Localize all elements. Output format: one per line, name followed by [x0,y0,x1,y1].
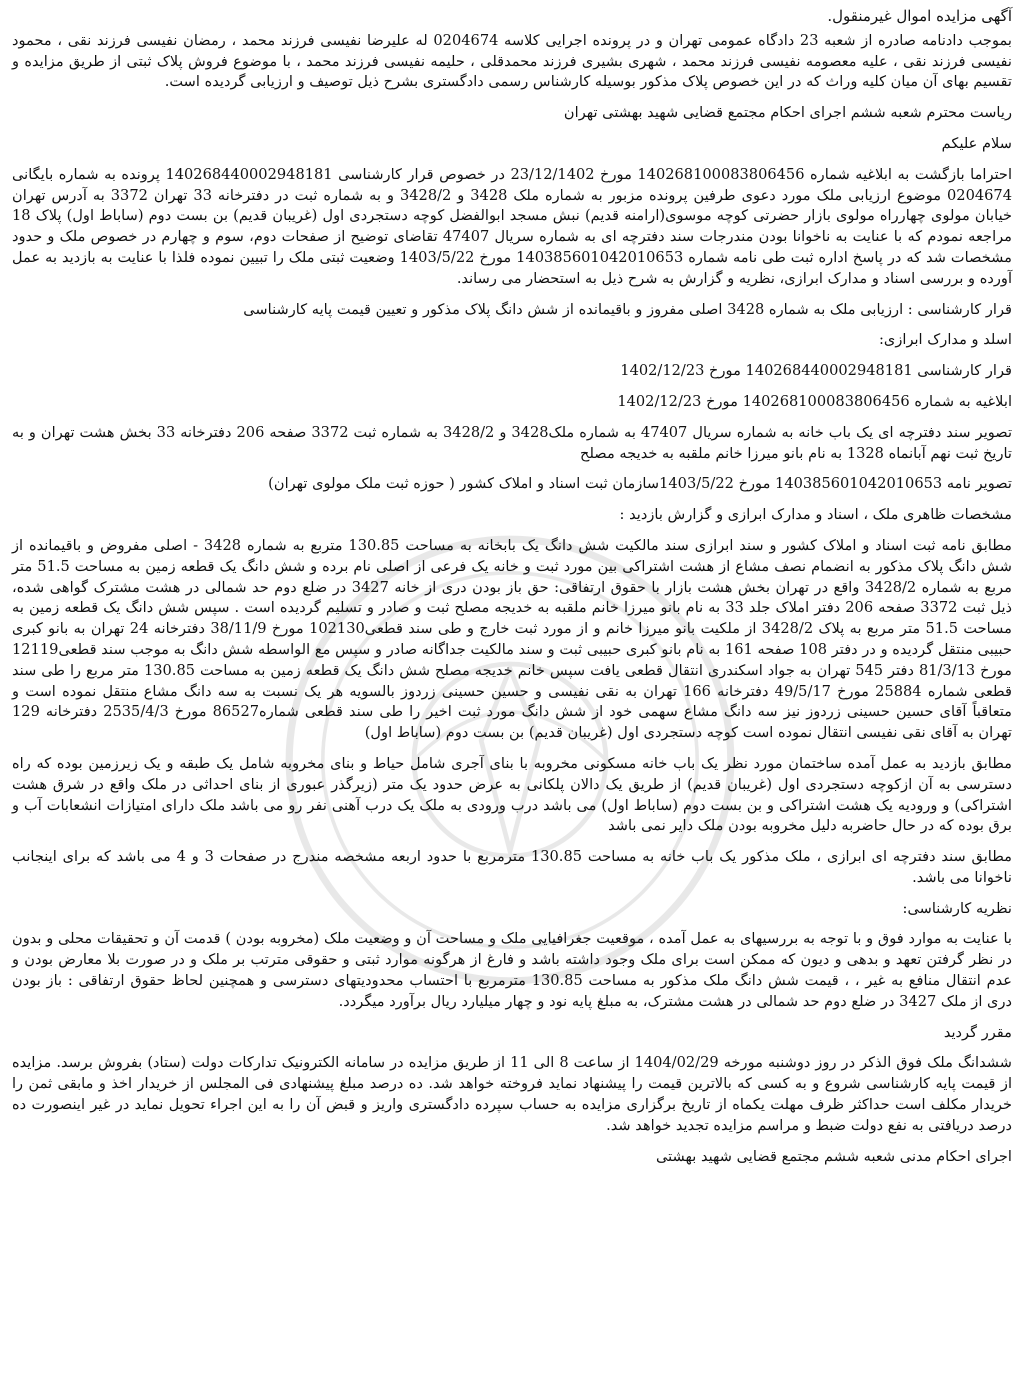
decision-heading: مقرر گردید [943,1023,1012,1041]
specs-paragraph-2: مطابق بازدید به عمل آمده ساختمان مورد نظر یک باب خانه مسکونی مخروبه با بنای آجری شامل حیاط و بنای مخروبه شامل یک طبقه و یک زیرزمین بوده که راه دسترسی به آن ازکوچه دستجردی اول (غریبان قدیم) از طریق یک دالان پلکانی به عرض حدود یک متر (زیرگذر عبوری از بنای احداثی در ملک واقع در شرق هشت اشتراکی) و ورودیه یک هشت اشتراکی و بن بست دوم (ساباط اول) می باشد درب ورودی به ملک یک درب آهنی نفر رو می باشد ملک دارای امتیازات انشعابات آب و برق بوده که در حال حاضربه دلیل مخروبه بودن ملک دایر نمی باشد [12,754,1012,835]
document-item-3: تصویر سند دفترچه ای یک باب خانه به شماره سریال 47407 به شماره ملک3428 و 3428/2 به شماره ثبت 3372 صفحه 206 دفترخانه 33 بخش هشت تهران و به تاریخ ثبت نهم آبانماه 1328 به نام بانو میرزا خانم ملقبه به خدیجه مصلح [12,423,1013,462]
intro-paragraph: بموجب دادنامه صادره از شعبه 23 دادگاه عمومی تهران و در پرونده اجرایی کلاسه 0204674 له علیرضا نفیسی فرزند محمد ، رمضان نفیسی فرزند نقی ، محمود نفیسی فرزند نقی ، علیه معصومه نفیسی فرزند محمد ، شهری بشیری فرزند محمدقلی ، حلیمه نفیسی فرزند محمد ، با موضوع فروش پلاک ثبتی از طریق مزایده و تقسیم بهای آن میان کلیه وراث که در این خصوص پلاک مذکور بوسیله کارشناس رسمی دادگستری بشرح ذیل توصیف و ارزیابی گردیده است. [12,31,1012,91]
addressee-line: ریاست محترم شعبه ششم اجرای احکام مجتمع قضایی شهید بهشتی تهران [563,104,1012,122]
notice-title: آگهی مزایده اموال غیرمنقول. [827,7,1012,25]
specs-paragraph-3: مطابق سند دفترچه ای ابرازی ، ملک مذکور یک باب خانه به مساحت 130.85 مترمربع با حدود اربعه مشخصه مندرج در صفحات 3 و 4 می باشد که برای اینجانب ناخوانا می باشد. [12,848,1012,886]
auction-paragraph: ششدانگ ملک فوق الذکر در روز دوشنبه مورخه 1404/02/29 از ساعت 8 الی 11 از طریق مزایده در سامانه الکترونیک تدارکات دولت (ستاد) بفروش برسد. مزایده از قیمت پایه کارشناسی شروع و به کسی که بالاترین قیمت را پیشنهاد نماید فروخته خواهد شد. ده درصد مبلغ پیشنهادی فی المجلس از خریدار اخذ و مابقی ثمن را خریدار مکلف است حداکثر ظرف مهلت یکماه از تاریخ برگزاری مزایده به حساب سپرده دادگستری واریز و قبض آن را به این اجراء تحویل نماید در غیر اینصورت ده درصد دریافتی به نفع دولت ضبط و مراسم مزایده تجدید خواهد شد. [12,1054,1012,1134]
documents-heading: اسلد و مدارک ابرازی: [879,331,1012,349]
document-item-2: ابلاغیه به شماره 140268100083806456 مورخ 1402/12/23 [617,392,1012,410]
specs-paragraph-1: مطابق نامه ثبت اسناد و املاک کشور و سند ابرازی سند مالکیت شش دانگ یک بابخانه به مساحت 130.85 متربع به شماره 3428 - اصلی مفروض و باقیمانده از شش دانگ پلاک مذکور به انضمام نصف مشاع از هشت اشتراکی بین مورد ثبت و خانه یک فرعی از اصلی نام برده و شش دانگ یک قطعه زمین به مساحت 51.5 متر مربع به شماره 3428/2 واقع در تهران بخش هشت بازار با حقوق ارتفاقی: حق باز بودن دری از خانه 3427 در ضلع دوم حد شمالی در هشت مشترک گواهی شده، ذیل ثبت 3372 صفحه 206 دفتر املاک جلد 33 به نام بانو میرزا خانم ملقبه به خدیجه مصلح ثبت و صادر و تسلیم گردیده است . سپس شش دانگ یک قطعه زمین به مساحت 51.5 متر مربع به پلاک 3428/2 از ملکیت بانو میرزا خانم و از مورد ثبت خارج و طی سند قطعی102130 مورخ 38/11/9 دفترخانه 24 تهران به بانو کبری حبیبی منتقل گردیده و در دفتر 108 صفحه 161 به نام بانو کبری حبیبی ثبت و سند مالکیت جداگانه صادر و سپس مع الواسطه شش دانگ به موجب سند قطعی12119 مورخ 81/3/13 دفتر 545 تهران به جواد اسکندری انتقال قطعی یافت سپس خانم خدیجه مصلح شش دانگ یک قطعه زمین به مساحت 130.85 متر مربع را طی سند قطعی شماره 25884 مورخ 49/5/17 دفترخانه 166 تهران به نقی نفیسی و حسین حسینی زردوز بالسویه هر یک نسبت به سه دانگ مشاع منتقل نموده است و متعاقباً آقای حسین حسینی زردوز نیز سه دانگ مشاع سهمی خود از شش دانگ مورد ثبت اخیر را طی سند قطعی شماره86527 مورخ 2535/4/3 دفترخانه 129 تهران به آقای نقی نفیسی انتقال نموده است کوچه دستجردی اول (غریبان قدیم) بن بست دوم (ساباط اول) [12,536,1013,742]
specs-heading: مشخصات ظاهری ملک ، اسناد و مدارک ابرازی و گزارش بازدید : [619,506,1012,524]
greeting-line: سلام علیکم [941,134,1012,152]
signature-line: اجرای احکام مدنی شعبه ششم مجتمع قضایی شهید بهشتی [655,1147,1012,1165]
notice-content [12,6,1012,1177]
opinion-paragraph: با عنایت به موارد فوق و با توجه به بررسیهای به عمل آمده ، موقعیت جغرافیایی ملک و مساحت آن و وضعیت ملک (مخروبه بودن ) قدمت آن و تحقیقات محلی و بدون در نظر گرفتن تعهد و بدهی و دیون که ممکن است برای ملک وجود داشته باشد و فارغ از هرگونه موارد ثبتی و حقوقی مترتب بر ملک و در صورت بلا معارض بودن و عدم انتقال منافع به غیر ، ، قیمت شش دانگ ملک مذکور به مساحت 130.85 مترمربع با احتساب محدودیتهای دسترسی و همچنین لحاظ حقوق ارتفاقی : باز بودن دری از ملک 3427 در ضلع دوم حد شمالی در هشت مشترک، به مبلغ پایه نود و چهار میلیارد ریال برآورد میگردد. [12,930,1012,1010]
document-item-1: قرار کارشناسی 140268440002948181 مورخ 1402/12/23 [620,362,1012,380]
report-paragraph-1: احتراما بازگشت به ابلاغیه شماره 140268100083806456 مورخ 23/12/1402 در خصوص قرار کارشناسی 140268440002948181 پرونده به شماره بایگانی 0204674 موضوع ارزیابی ملک مورد دعوی طرفین پرونده مزبور به شماره ملک 3428 و 3428/2 و به شماره ثبت در دفترخانه 33 تهران 3372 به آدرس تهران خیابان مولوی چهارراه مولوی بازار حضرتی کوچه موسوی(ارامنه قدیم) نبش مسجد ابوالفضل کوچه دستجردی اول (غریبان قدیم) بن بست دوم (ساباط اول) پلاک 18 مراجعه نمودم که با عنایت به ناخوانا بودن مندرجات سند دفترچه ای به شماره سریال 47407 تقاضای توضیح از صفحات دوم، سوم و چهارم در خصوص ملک و حدود مشخصات شد که در پاسخ اداره ثبت طی نامه شماره 140385601042010653 مورخ 1403/5/22 وضعیت ثبتی ملک را تبیین نموده فلذا با عنایت به بازدید به عمل آورده و بررسی اسناد و مدارک ابرازی، نظریه و گزارش به شرح ذیل به استحضار می رساند. [12,165,1013,287]
opinion-heading: نظریه کارشناسی: [902,899,1012,917]
document-item-4: تصویر نامه 140385601042010653 مورخ 1403/5/22سازمان ثبت اسناد و املاک کشور ( حوزه ثبت ملک مولوی تهران) [268,475,1012,493]
report-paragraph-2: قرار کارشناسی : ارزیابی ملک به شماره 3428 اصلی مفروز و باقیمانده از شش دانگ پلاک مذکور و تعیین قیمت پایه کارشناسی [243,300,1012,318]
